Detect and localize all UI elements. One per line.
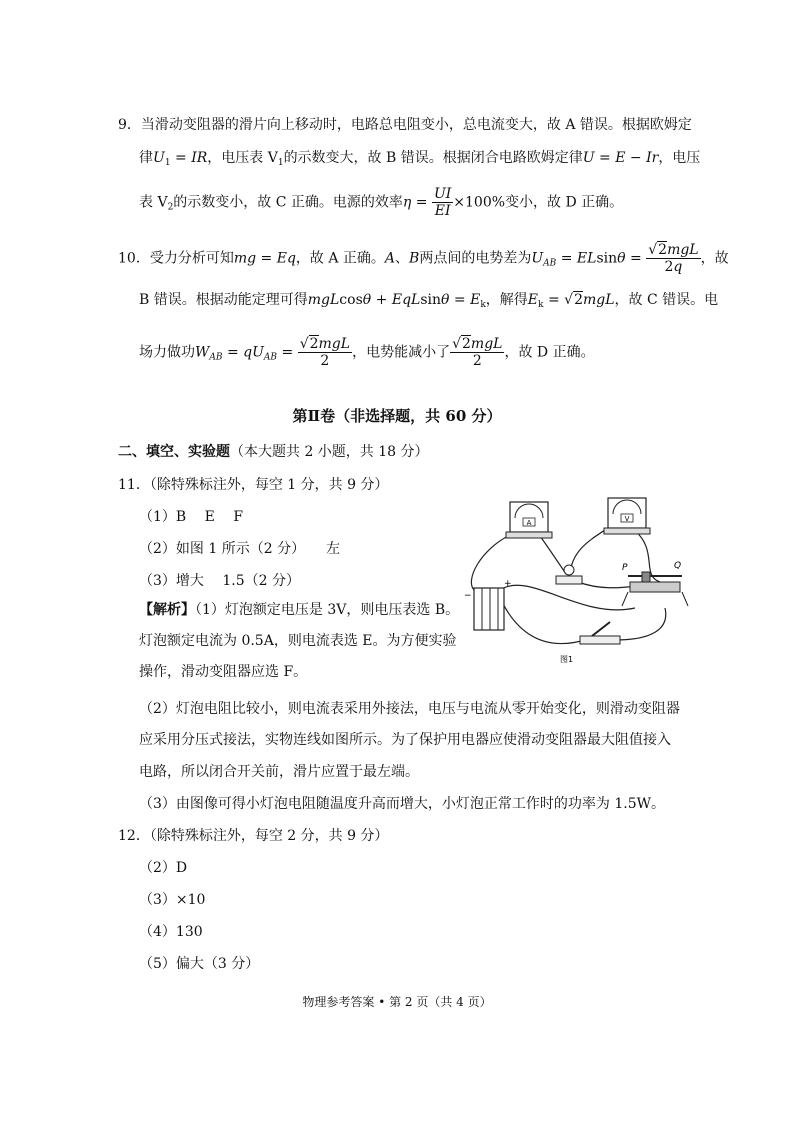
analysis-tag: 【解析】 (139, 602, 195, 618)
q11-answer-3: （3）增大 1.5（2 分） (139, 573, 300, 589)
rheostat-icon (622, 561, 688, 606)
q11-analysis-7: （3）由图像可得小灯泡电阻随温度升高而增大，小灯泡正常工作时的功率为 1.5W。 (139, 796, 666, 812)
q10-number: 10． (118, 250, 150, 267)
q12-answer-4: （4）130 (139, 924, 203, 940)
q11-analysis-2: 灯泡额定电流为 0.5A，则电流表选 E。为方便实验 (139, 633, 457, 649)
part2-heading: 二、填空、实验题（本大题共 2 小题，共 18 分） (118, 444, 429, 460)
q11-analysis-1: 【解析】（1）灯泡额定电压是 3V，则电压表选 B。 (139, 602, 460, 618)
svg-text:Q: Q (674, 561, 682, 571)
q10-line-3: 场力做功$W_{AB} = qU_{AB}$ = $\frac{\text{√2mgL}}{2}$ ，电势能减小了 $\frac{\text{√2mgL}}{2}$ ，故 D 正确。 (139, 336, 595, 369)
q11-answer-1: （1）B E F (139, 509, 244, 525)
q9-number: 9． (118, 117, 141, 133)
voltmeter-icon (604, 498, 650, 534)
q9-line-3: 表 $V_2$的示数变小，故 C 正确。电源的效率η = $\frac{UI}{EI}$ ×100%变小，故 D 正确。 (139, 186, 624, 219)
svg-text:A: A (526, 519, 532, 527)
q11-analysis-3: 操作，滑动变阻器应选 F。 (139, 664, 308, 680)
q12-answer-2: （2）D (139, 860, 188, 876)
q12-header: 12．（除特殊标注外，每空 2 分，共 9 分） (118, 828, 389, 844)
svg-text:−: − (464, 591, 472, 601)
section-title: 第Ⅱ卷（非选择题，共 60 分） (292, 407, 502, 425)
svg-text:+: + (504, 579, 512, 589)
page-footer: 物理参考答案 • 第 2 页（共 4 页） (302, 995, 492, 1009)
ammeter-icon (506, 502, 552, 538)
q10-line-2: B 错误。根据动能定理可得$mgLcos\theta + EqLsin\theta = E_k$，解得$E_k = √2mgL$，故 C 错误。电 (139, 292, 719, 310)
q12-answer-3: （3）×10 (139, 892, 206, 908)
q11-analysis-6: 电路，所以闭合开关前，滑片应置于最左端。 (139, 764, 419, 780)
battery-icon (464, 579, 512, 630)
switch-icon (580, 622, 620, 644)
figure-caption: 图1 (560, 655, 574, 664)
q9-line-2: 律$U_1$ = IR，电压表 $V_1$的示数变大，故 B 错误。根据闭合电路欧姆定律U = E − Ir，电压 (139, 150, 701, 168)
bulb-icon (556, 565, 582, 584)
q9-line-1: 9．当滑动变阻器的滑片向上移动时，电路总电阻变小，总电流变大，故 A 错误。根据欧姆定 (118, 117, 692, 133)
svg-text:V: V (624, 515, 630, 523)
q11-header: 11．（除特殊标注外，每空 1 分，共 9 分） (118, 477, 389, 493)
q11-analysis-4: （2）灯泡电阻比较小，则电流表采用外接法，电压与电流从零开始变化，则滑动变阻器 (139, 701, 680, 717)
q11-answer-2: （2）如图 1 所示（2 分） 左 (139, 541, 341, 557)
circuit-figure (460, 490, 690, 670)
q11-analysis-5: 应采用分压式接法，实物连线如图所示。为了保护用电器应使滑动变阻器最大阻值接入 (139, 732, 671, 748)
q10-line-1: 10．受力分析可知mg = Eq，故 A 正确。A、B两点间的电势差为$U_{AB} = ELsin\theta$ = $\frac{\text{√2mgL}}{2q}$ ，故 (118, 242, 729, 275)
svg-text:P: P (622, 563, 628, 573)
q12-answer-5: （5）偏大（3 分） (139, 956, 260, 972)
